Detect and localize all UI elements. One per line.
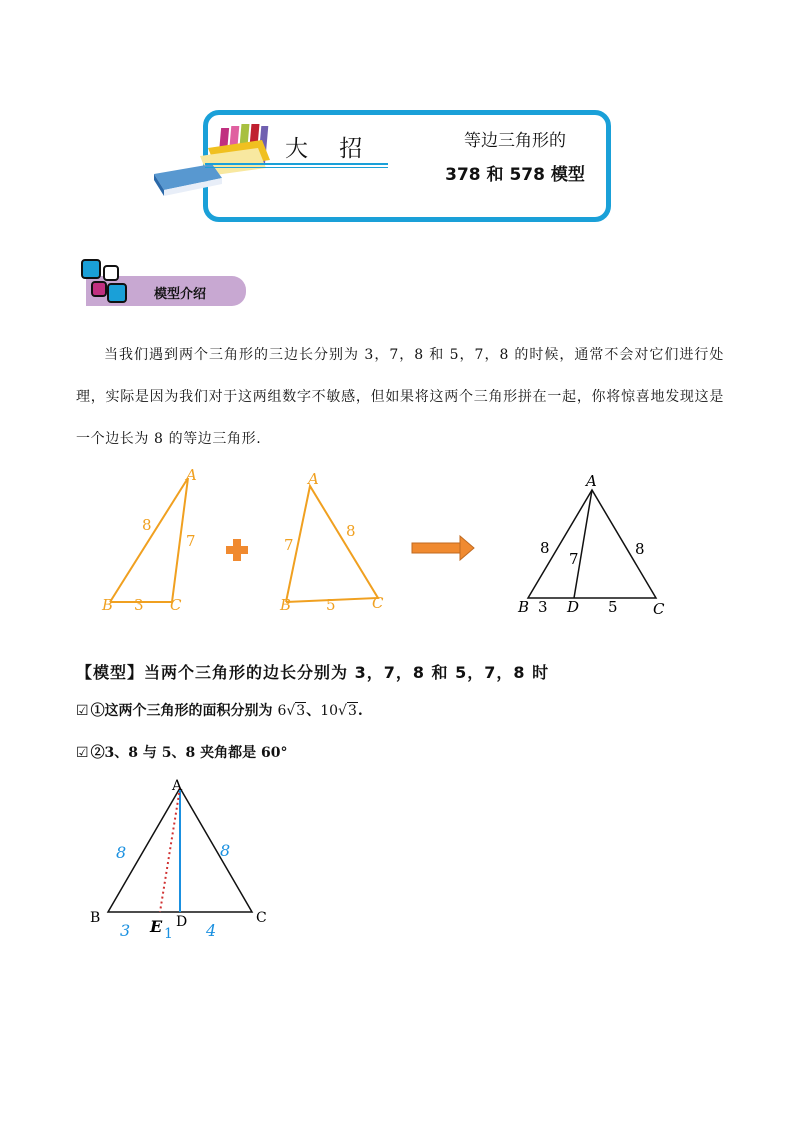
- combined-side-ad: 7: [569, 550, 579, 568]
- fig2-side-ab: 8: [116, 843, 127, 862]
- combined-label-c: C: [653, 600, 665, 618]
- fig2-label-a: A: [172, 778, 183, 794]
- left-label-c: C: [170, 596, 182, 614]
- left-sketch-triangle: [110, 478, 188, 602]
- item2-text: ②3、8 与 5、8 夹角都是 60°: [90, 745, 288, 761]
- combined-side-ab: 8: [540, 539, 550, 557]
- area-formula-2: 10√3: [320, 703, 357, 719]
- banner-subtitle-line2: 378 和 578 模型: [445, 165, 585, 185]
- model-item-1: [76, 700, 363, 720]
- banner-underline: [205, 163, 388, 165]
- combined-seg-bd: 3: [538, 598, 548, 616]
- arrow-right-icon: [412, 536, 474, 560]
- banner-underline-thin: [205, 167, 388, 168]
- fig2-label-c: C: [256, 910, 267, 926]
- plus-icon: [226, 539, 248, 561]
- fig2-seg-be: 3: [120, 921, 131, 940]
- right-label-c: C: [372, 594, 384, 612]
- combined-label-d: D: [567, 598, 580, 616]
- books-icon: [150, 118, 280, 198]
- right-label-b: B: [280, 596, 292, 614]
- fig2-label-b: B: [90, 910, 101, 926]
- squares-icon: [78, 256, 130, 306]
- right-side-ab: 7: [284, 536, 294, 554]
- right-label-a: A: [308, 470, 319, 488]
- item1-text: ①这两个三角形的面积分别为: [90, 703, 278, 719]
- model-item-2: [76, 742, 288, 762]
- fig2-label-e: E: [150, 917, 163, 936]
- fig2-side-ac: 8: [220, 841, 231, 860]
- left-side-ac: 7: [186, 532, 196, 550]
- item1-end: .: [357, 703, 363, 719]
- left-label-b: B: [102, 596, 114, 614]
- section-title: 模型介绍: [154, 287, 207, 302]
- model-heading: 【模型】当两个三角形的边长分别为 3，7，8 和 5，7，8 时: [76, 663, 550, 682]
- banner-title: 大 招: [285, 136, 375, 162]
- figure-combination: [90, 462, 690, 622]
- left-side-bc: 3: [134, 596, 144, 614]
- checkbox-icon: ☑: [76, 745, 89, 761]
- combined-side-ac: 8: [635, 540, 645, 558]
- figure-equilateral: [80, 774, 290, 944]
- combined-label-b: B: [518, 598, 530, 616]
- right-side-ac: 8: [346, 522, 356, 540]
- banner-subtitle-line1: 等边三角形的: [464, 131, 566, 151]
- intro-paragraph: 当我们遇到两个三角形的三边长分别为 3，7，8 和 5，7，8 的时候，通常不会对它们进行处理，实际是因为我们对于这两组数字不敏感，但如果将这两个三角形拼在一起，你将惊喜地发现这是一个边长为 8 的等边三角形.: [76, 347, 724, 447]
- checkbox-icon: ☑: [76, 703, 89, 719]
- fig2-seg-dc: 4: [206, 921, 217, 940]
- fig2-label-d: D: [176, 914, 188, 930]
- area-formula-1: 6√3: [277, 703, 306, 719]
- fig2-seg-ed: 1: [164, 926, 173, 942]
- right-side-bc: 5: [326, 596, 336, 614]
- left-side-ab: 8: [142, 516, 152, 534]
- left-label-a: A: [186, 466, 197, 484]
- combined-label-a: A: [586, 472, 597, 490]
- combined-seg-dc: 5: [608, 598, 618, 616]
- right-sketch-triangle: [286, 486, 378, 602]
- item1-separator: 、: [306, 703, 321, 719]
